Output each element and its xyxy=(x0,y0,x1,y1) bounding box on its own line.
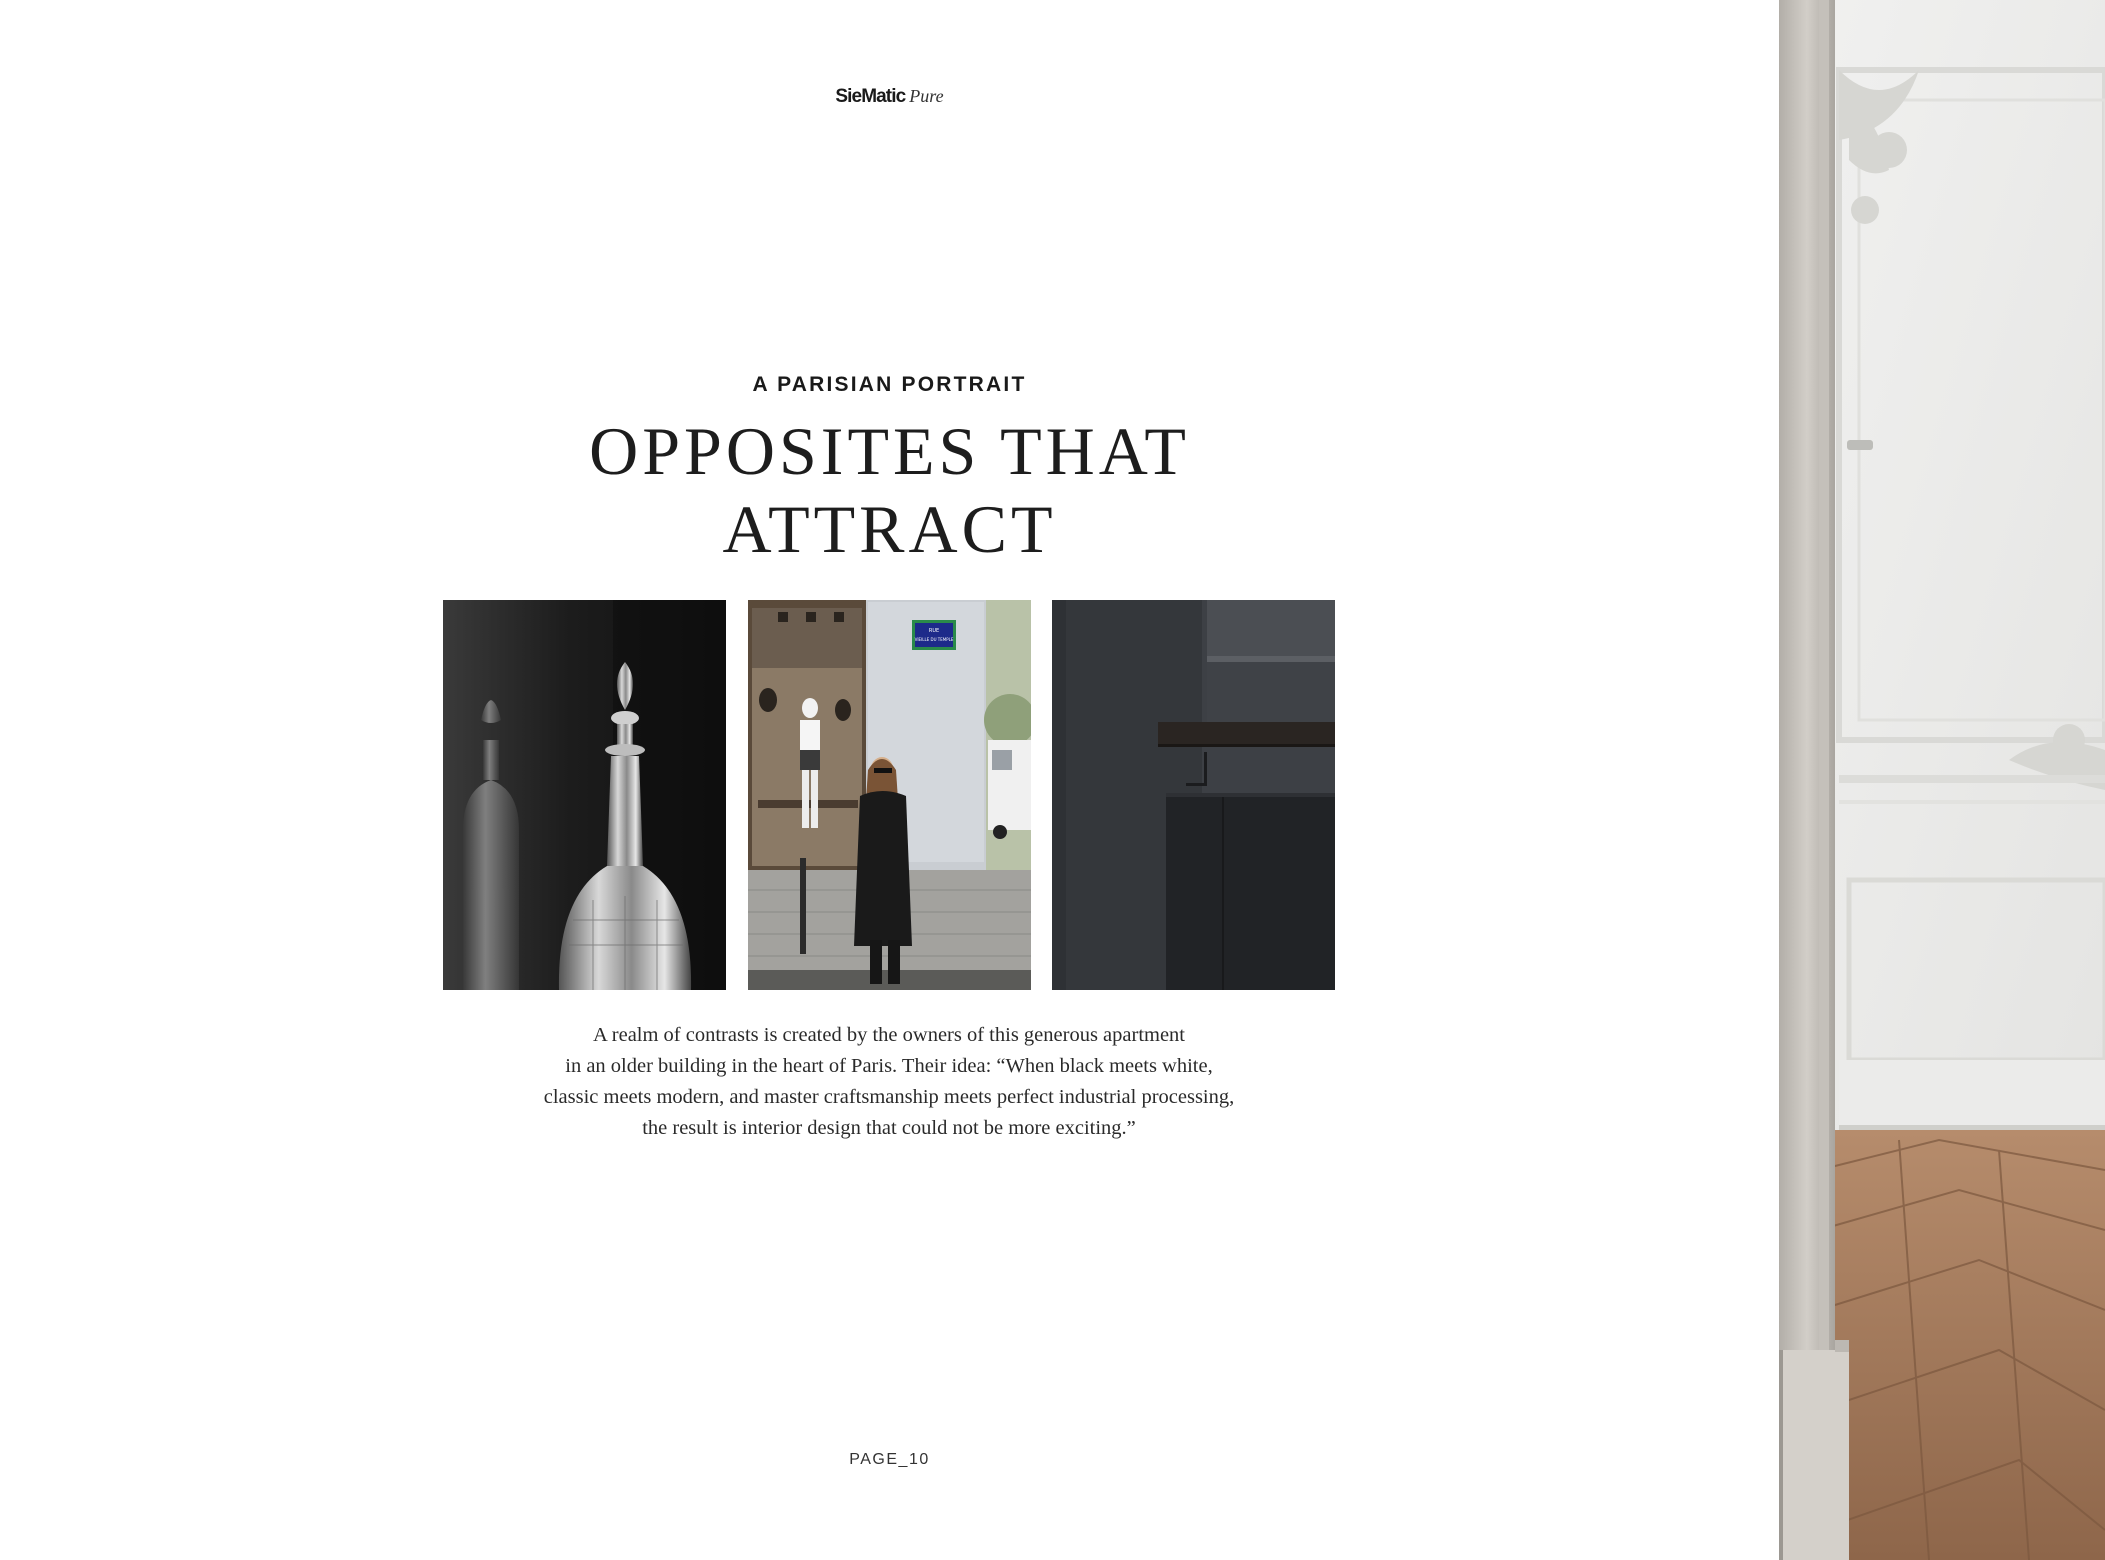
section-kicker: A PARISIAN PORTRAIT xyxy=(752,373,1027,396)
article-body xyxy=(443,1020,1335,1144)
headline-line-1: OPPOSITES THAT xyxy=(589,413,1190,489)
decanters-photo xyxy=(443,600,726,990)
brand-name: SieMatic xyxy=(835,86,906,107)
page-number: PAGE_10 xyxy=(849,1451,930,1468)
body-line-2: in an older building in the heart of Paris. Their idea: “When black meets white, xyxy=(565,1055,1213,1077)
body-line-1: A realm of contrasts is created by the owners of this generous apartment xyxy=(592,1024,1186,1046)
brand-logo xyxy=(0,86,1779,108)
headline-line-2: ATTRACT xyxy=(722,491,1057,567)
kitchen-detail-photo xyxy=(1052,600,1335,990)
interior-room-photo xyxy=(1779,0,2105,1560)
decanters-illustration xyxy=(443,600,726,990)
room-illustration xyxy=(1779,0,2105,1560)
body-line-4: the result is interior design that could not be more exciting.” xyxy=(642,1117,1136,1139)
paris-street-photo xyxy=(748,600,1031,990)
street-sign-line-1: RUE xyxy=(928,628,940,634)
street-illustration xyxy=(748,600,1031,990)
body-line-3: classic meets modern, and master craftsmanship meets perfect industrial processing, xyxy=(543,1086,1235,1108)
product-line-name: Pure xyxy=(909,86,944,106)
street-sign-line-2: VIEILLE DU TEMPLE xyxy=(914,637,954,642)
kitchen-illustration xyxy=(1052,600,1335,990)
headline xyxy=(0,412,1779,568)
